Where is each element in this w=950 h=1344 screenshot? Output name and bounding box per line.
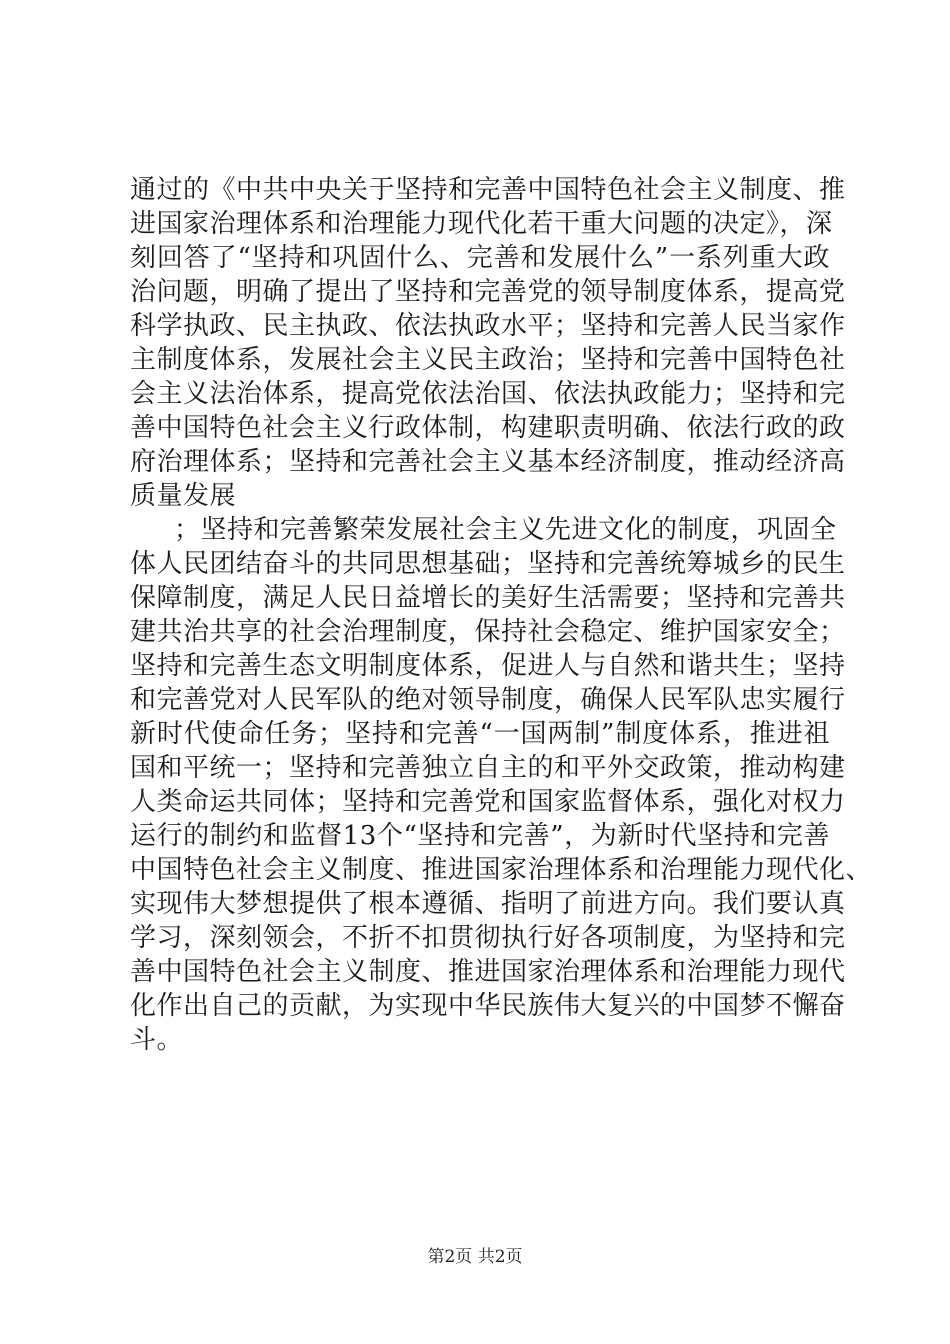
text-line: 善中国特色社会主义制度、推进国家治理体系和治理能力现代: [130, 957, 846, 987]
document-body: [130, 173, 873, 1057]
page-number-footer: 第2页 共2页: [427, 1247, 523, 1267]
text-line: 国和平统一；坚持和完善独立自主的和平外交政策，推动构建: [130, 753, 846, 783]
text-line: 进国家治理体系和治理能力现代化若干重大问题的决定》，深: [130, 209, 833, 239]
text-line: 学习，深刻领会，不折不扣贯彻执行好各项制度，为坚持和完: [130, 923, 846, 953]
text-line: 会主义法治体系，提高党依法治国、依法执政能力；坚持和完: [130, 379, 846, 409]
text-line: 府治理体系；坚持和完善社会主义基本经济制度，推动经济高: [130, 447, 846, 477]
text-line: 善中国特色社会主义行政体制，构建职责明确、依法行政的政: [130, 413, 846, 443]
text-line: 体人民团结奋斗的共同思想基础；坚持和完善统筹城乡的民生: [130, 549, 846, 579]
text-line: 保障制度，满足人民日益增长的美好生活需要；坚持和完善共: [130, 583, 846, 613]
text-line: 质量发展: [130, 481, 237, 511]
text-line: 建共治共享的社会治理制度，保持社会稳定、维护国家安全；: [130, 617, 846, 647]
text-line: 坚持和完善生态文明制度体系，促进人与自然和谐共生；坚持: [130, 651, 846, 681]
text-line: 主制度体系，发展社会主义民主政治；坚持和完善中国特色社: [130, 345, 846, 375]
text-line: 科学执政、民主执政、依法执政水平；坚持和完善人民当家作: [130, 311, 846, 341]
text-line: ；坚持和完善繁荣发展社会主义先进文化的制度，巩固全: [174, 515, 837, 545]
text-line: 和完善党对人民军队的绝对领导制度，确保人民军队忠实履行: [130, 685, 846, 715]
text-line: 斗。: [130, 1025, 184, 1055]
paragraph-1: [130, 173, 846, 513]
text-line: 人类命运共同体；坚持和完善党和国家监督体系，强化对权力: [130, 787, 846, 817]
text-line: 治问题，明确了提出了坚持和完善党的领导制度体系，提高党: [130, 277, 846, 307]
text-line: 刻回答了“坚持和巩固什么、完善和发展什么”一系列重大政: [130, 243, 830, 273]
paragraph-2: [130, 513, 873, 1057]
text-line: 中国特色社会主义制度、推进国家治理体系和治理能力现代化、: [130, 855, 873, 885]
text-line: 通过的《中共中央关于坚持和完善中国特色社会主义制度、推: [130, 175, 846, 205]
text-line: 化作出自己的贡献，为实现中华民族伟大复兴的中国梦不懈奋: [130, 991, 846, 1021]
text-line: 运行的制约和监督13个“坚持和完善”，为新时代坚持和完善: [130, 821, 830, 851]
text-line: 新时代使命任务；坚持和完善“一国两制”制度体系，推进祖: [130, 719, 830, 749]
text-line: 实现伟大梦想提供了根本遵循、指明了前进方向。我们要认真: [130, 889, 846, 919]
